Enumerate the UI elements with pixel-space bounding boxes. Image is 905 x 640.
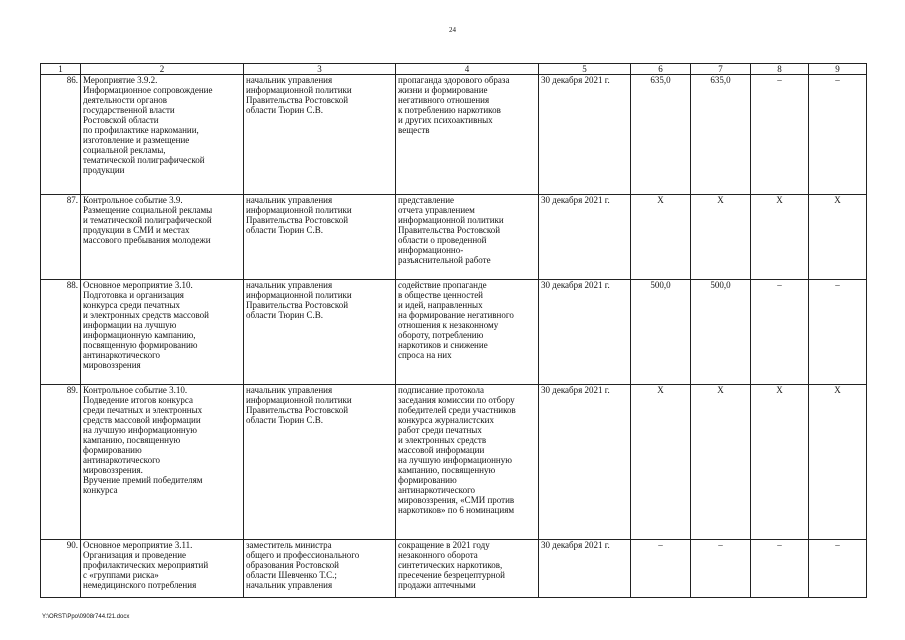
value-col9: – — [809, 280, 867, 385]
column-header: 2 — [81, 64, 244, 75]
column-header: 6 — [631, 64, 691, 75]
expected-result: пропаганда здорового образа жизни и формирование негативного отношения к потреблению наркотиков и других психоактивных веществ — [396, 75, 539, 195]
event-name: Основное мероприятие 3.11. Организация и проведение профилактических мероприятий с «группами риска» немедицинского потребления — [81, 540, 244, 598]
event-name: Контрольное событие 3.9. Размещение социальной рекламы и тематической полиграфической продукции в СМИ и местах массового пребывания молодежи — [81, 195, 244, 280]
row-number: 89. — [41, 385, 81, 540]
responsible-person: начальник управления информационной политики Правительства Ростовской области Тюрин С.В. — [244, 195, 396, 280]
value-col7: – — [691, 540, 751, 598]
value-col8: – — [751, 280, 809, 385]
value-col9: X — [809, 385, 867, 540]
value-col9: – — [809, 540, 867, 598]
responsible-person: начальник управления информационной политики Правительства Ростовской области Тюрин С.В. — [244, 75, 396, 195]
value-col9: – — [809, 75, 867, 195]
value-col7: 500,0 — [691, 280, 751, 385]
value-col6: X — [631, 385, 691, 540]
expected-result: подписание протокола заседания комиссии по отбору победителей среди участников конкурса журналистских работ среди печатных и электронных средств массовой информации на лучшую информационную кампанию, посвященную формированию антинаркотического мировоззрения, «СМИ против наркотиков» по 6 номинациям — [396, 385, 539, 540]
responsible-person: заместитель министра общего и профессионального образования Ростовской области Шевченко Т.С.; начальник управления — [244, 540, 396, 598]
file-path-footer: Y:\ORST\Ppo\0908r744.f21.docx — [42, 614, 130, 620]
value-col9: X — [809, 195, 867, 280]
event-name: Мероприятие 3.9.2. Информационное сопровождение деятельности органов государственной власти Ростовской области по профилактике наркомании, изготовление и размещение социальной рекламы, тематической полиграфической продукции — [81, 75, 244, 195]
due-date: 30 декабря 2021 г. — [539, 280, 631, 385]
column-header: 5 — [539, 64, 631, 75]
row-number: 86. — [41, 75, 81, 195]
value-col6: 635,0 — [631, 75, 691, 195]
value-col8: X — [751, 195, 809, 280]
due-date: 30 декабря 2021 г. — [539, 540, 631, 598]
due-date: 30 декабря 2021 г. — [539, 385, 631, 540]
column-header: 1 — [41, 64, 81, 75]
table-row — [41, 540, 867, 598]
value-col6: – — [631, 540, 691, 598]
column-header: 4 — [396, 64, 539, 75]
column-header: 3 — [244, 64, 396, 75]
table-row — [41, 75, 867, 195]
expected-result: сокращение в 2021 году незаконного оборота синтетических наркотиков, пресечение безрецептурной продажи аптечными — [396, 540, 539, 598]
plan-table — [40, 63, 867, 598]
value-col7: 635,0 — [691, 75, 751, 195]
due-date: 30 декабря 2021 г. — [539, 75, 631, 195]
event-name: Контрольное событие 3.10. Подведение итогов конкурса среди печатных и электронных средств массовой информации на лучшую информационную кампанию, посвященную формированию антинаркотического мировоззрения. Вручение премий победителям конкурса — [81, 385, 244, 540]
row-number: 87. — [41, 195, 81, 280]
column-header: 9 — [809, 64, 867, 75]
expected-result: представление отчета управлением информационной политики Правительства Ростовской области о проведенной информационно- разъяснительной работе — [396, 195, 539, 280]
responsible-person: начальник управления информационной политики Правительства Ростовской области Тюрин С.В. — [244, 280, 396, 385]
column-header: 7 — [691, 64, 751, 75]
value-col8: – — [751, 540, 809, 598]
value-col7: X — [691, 385, 751, 540]
value-col7: X — [691, 195, 751, 280]
table-row — [41, 195, 867, 280]
column-number-row — [41, 64, 867, 75]
due-date: 30 декабря 2021 г. — [539, 195, 631, 280]
value-col6: 500,0 — [631, 280, 691, 385]
page-number: 24 — [449, 26, 456, 34]
table-row — [41, 280, 867, 385]
expected-result: содействие пропаганде в обществе ценностей и идей, направленных на формирование негативного отношения к незаконному обороту, потреблению наркотиков и снижение спроса на них — [396, 280, 539, 385]
event-name: Основное мероприятие 3.10. Подготовка и организация конкурса среди печатных и электронных средств массовой информации на лучшую информационную кампанию, посвященную формированию антинаркотического мировоззрения — [81, 280, 244, 385]
row-number: 90. — [41, 540, 81, 598]
responsible-person: начальник управления информационной политики Правительства Ростовской области Тюрин С.В. — [244, 385, 396, 540]
value-col8: – — [751, 75, 809, 195]
column-header: 8 — [751, 64, 809, 75]
row-number: 88. — [41, 280, 81, 385]
value-col6: X — [631, 195, 691, 280]
value-col8: X — [751, 385, 809, 540]
table-row — [41, 385, 867, 540]
